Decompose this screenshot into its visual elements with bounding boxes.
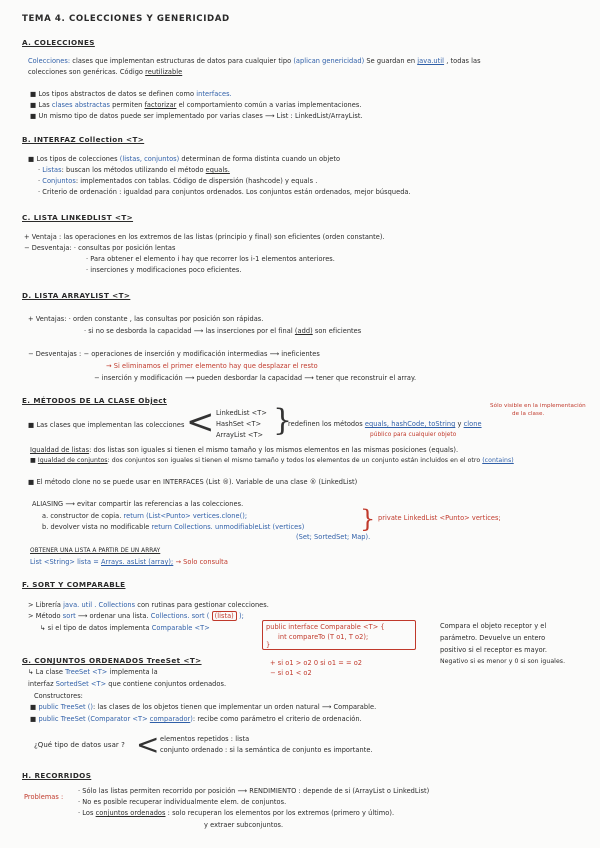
section-f-heading: F. SORT Y COMPARABLE [22, 580, 126, 589]
section-c-line-3: · Para obtener el elemento i hay que recorrer los i-1 elementos anteriores. [86, 255, 335, 263]
section-d-line-4: → Si eliminamos el primer elemento hay que desplazar el resto [106, 362, 318, 370]
aliasing-note: private LinkedList <Punto> vertices; [378, 514, 501, 522]
right-brace: } [273, 403, 293, 438]
section-h-line-3: · Los conjuntos ordenados : solo recuperan los elementos por los extremos (primero y último). [78, 809, 395, 817]
section-g-heading: G. CONJUNTOS ORDENADOS TreeSet <T> [22, 656, 202, 665]
section-f-line-3: ↳ si el tipo de datos implementa Comparable <T> [40, 624, 210, 632]
compare-results-2: − si o1 < o2 [270, 669, 312, 677]
section-b-line-1: ■ Los tipos de colecciones (listas, conjuntos) determinan de forma distinta cuando un objeto [28, 155, 341, 163]
which-type-question: ¿Qué tipo de datos usar ? [34, 741, 125, 749]
section-d-heading: D. LISTA ARRAYLIST <T> [22, 291, 131, 300]
left-brace: < [186, 402, 215, 442]
section-c-heading: C. LISTA LINKEDLIST <T> [22, 213, 134, 222]
set-equality: ■ Igualdad de conjuntos: dos conjuntos son iguales si tienen el mismo tamaño y todos los elementos de un conjunto están incluidos en el otro (contains) [30, 457, 514, 464]
compare-desc-4: Negativo si es menor y 0 si son iguales. [440, 658, 566, 665]
comparable-box-line-3: } [266, 641, 271, 649]
array-to-list-code: List <String> lista = Arrays. asList (array); → Solo consulta [30, 558, 228, 566]
array-to-list-heading: OBTENER UNA LISTA A PARTIR DE UN ARRAY [30, 548, 161, 554]
section-h-heading: H. RECORRIDOS [22, 771, 92, 780]
problems-label: Problemas : [24, 793, 64, 801]
section-b-item-2: · Conjuntos: implementados con tablas. Código de dispersión (hashcode) y equals . [38, 177, 318, 185]
constructor-1: ■ public TreeSet (): las clases de los objetos tienen que implementar un orden natural ⟶ Comparable. [30, 703, 377, 711]
section-d-line-1: + Ventajas: · orden constante , las consultas por posición son rápidas. [28, 315, 264, 323]
section-d-line-3: − Desventajas : − operaciones de inserción y modificación intermedias ⟶ ineficientes [28, 350, 320, 358]
class-hashset: HashSet <T> [216, 420, 262, 428]
section-a-heading: A. COLECCIONES [22, 38, 95, 47]
red-brace: } [360, 505, 376, 533]
section-b-item-3: · Criterio de ordenación : igualdad para conjuntos ordenados. Los conjuntos están ordenados, mejor búsqueda. [38, 188, 411, 196]
section-g-line-3: Constructores: [34, 692, 83, 700]
choice-list: elementos repetidos : lista [160, 735, 250, 743]
comparable-box-line-1: public interface Comparable <T> { [266, 623, 385, 631]
page-title: TEMA 4. COLECCIONES Y GENERICIDAD [22, 14, 230, 24]
section-c-line-1: + Ventaja : las operaciones en los extremos de las listas (principio y final) son eficientes (orden constante). [24, 233, 385, 241]
note-public: público para cualquier objeto [370, 432, 457, 438]
section-e-redefine: redefinen los métodos equals, hashCode, toString y clone [288, 420, 482, 428]
compare-results-1: + si o1 > o2 0 si o1 = = o2 [270, 659, 363, 667]
choice-brace: < [136, 728, 160, 761]
section-f-line-1: > Librería java. util . Collections con rutinas para gestionar colecciones. [28, 601, 269, 609]
section-g-line-2: interfaz SortedSet <T> que contiene conjuntos ordenados. [28, 680, 227, 688]
section-d-line-2: · si no se desborda la capacidad ⟶ las inserciones por el final (add) son eficientes [84, 327, 362, 335]
section-e-line-1: ■ Las clases que implementan las colecciones [28, 421, 185, 429]
choice-set: conjunto ordenado : si la semántica de conjunto es importante. [160, 746, 373, 754]
section-h-line-4: y extraer subconjuntos. [204, 821, 284, 829]
section-d-line-5: − inserción y modificación ⟶ pueden desbordar la capacidad ⟶ tener que reconstruir el array. [94, 374, 417, 382]
section-e-heading: E. MÉTODOS DE LA CLASE Object [22, 396, 167, 405]
note-protected-1: Sólo visible en la implementación [490, 403, 586, 409]
section-a-bullet-1: ■ Los tipos abstractos de datos se definen como interfaces. [30, 90, 232, 98]
list-equality: Igualdad de listas: dos listas son iguales si tienen el mismo tamaño y los mismos elementos en las mismas posiciones (equals). [30, 446, 459, 454]
constructor-2: ■ public TreeSet (Comparator <T> comparador): recibe como parámetro el criterio de ordenación. [30, 715, 362, 723]
section-a-line-1: Colecciones: clases que implementan estructuras de datos para cualquier tipo (aplican genericidad) Se guardan en java.util , todas las [28, 57, 481, 65]
comparable-box-line-2: int compareTo (T o1, T o2); [278, 633, 369, 641]
section-h-line-2: · No es posible recuperar individualmente elem. de conjuntos. [78, 798, 287, 806]
section-b-heading: B. INTERFAZ Collection <T> [22, 135, 145, 144]
compare-desc-2: parámetro. Devuelve un entero [440, 634, 546, 642]
aliasing-types: (Set; SortedSet; Map). [296, 533, 371, 541]
section-h-line-1: · Sólo las listas permiten recorrido por posición ⟶ RENDIMIENTO : depende de si (ArrayList o LinkedList) [78, 787, 430, 795]
section-a-bullet-2: ■ Las clases abstractas permiten factorizar el comportamiento común a varias implementaciones. [30, 101, 362, 109]
section-b-item-1: · Listas: buscan los métodos utilizando el método equals. [38, 166, 230, 174]
compare-desc-1: Compara el objeto receptor y el [440, 622, 547, 630]
class-linkedlist: LinkedList <T> [216, 409, 267, 417]
aliasing-line: ALIASING ⟶ evitar compartir las referencias a las colecciones. [32, 500, 244, 508]
class-arraylist: ArrayList <T> [216, 431, 264, 439]
section-c-line-2: − Desventaja: · consultas por posición lentas [24, 244, 176, 252]
section-c-line-4: · inserciones y modificaciones poco eficientes. [86, 266, 242, 274]
section-g-line-1: ↳ La clase TreeSet <T> implementa la [28, 668, 158, 676]
aliasing-b: b. devolver vista no modificable return Collections. unmodifiableList (vertices) [42, 523, 305, 531]
section-a-bullet-3: ■ Un mismo tipo de datos puede ser implementado por varias clases ⟶ List : LinkedList/ArrayList. [30, 112, 363, 120]
section-f-line-2: > Método sort ⟶ ordenar una lista. Collections. sort ( (lista) ); [28, 612, 244, 620]
clone-note: ■ El método clone no se puede usar en INTERFACES (List ®). Variable de una clase ® (LinkedList) [28, 478, 358, 486]
section-a-line-2: colecciones son genéricas. Código reutilizable [28, 68, 183, 76]
compare-desc-3: positivo si el receptor es mayor. [440, 646, 548, 654]
aliasing-a: a. constructor de copia. return (List<Punto> vertices.clone(); [42, 512, 248, 520]
note-protected-2: de la clase. [512, 411, 545, 417]
